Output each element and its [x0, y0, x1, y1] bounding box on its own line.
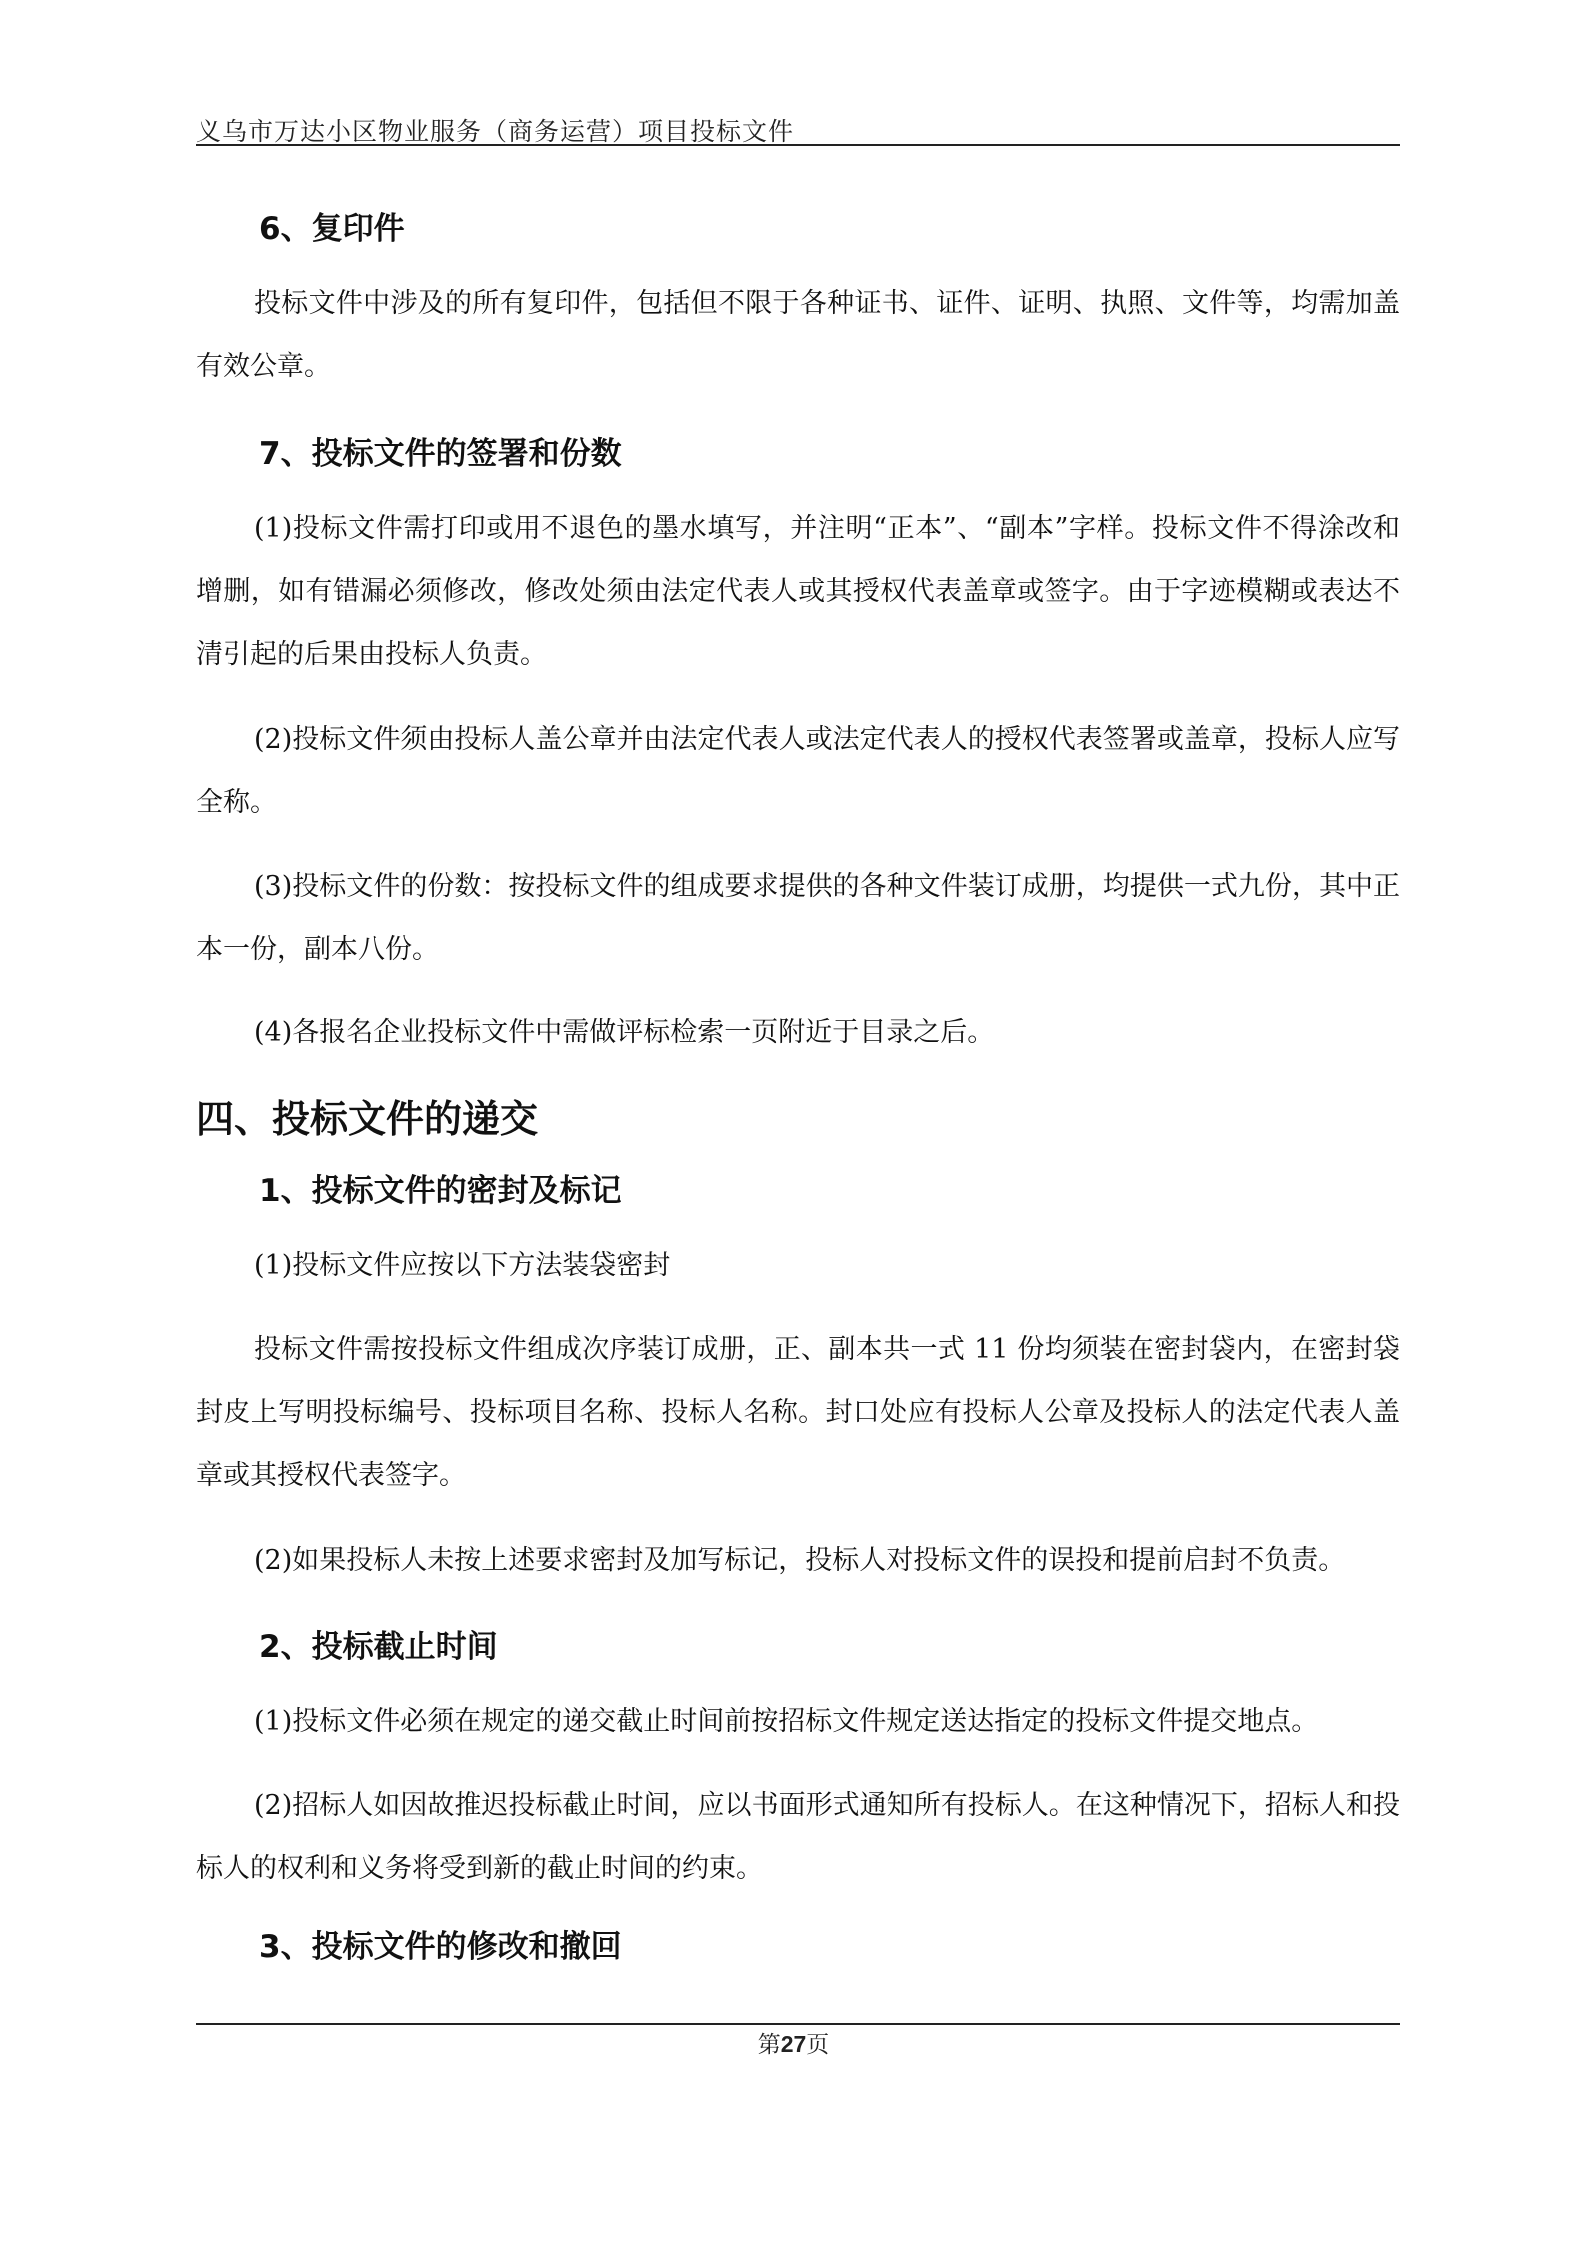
page-number-prefix: 第	[757, 2032, 781, 2058]
chapter-4-title: 四、投标文件的递交	[196, 1097, 539, 1141]
page-number-suffix: 页	[806, 2032, 830, 2058]
section-7-paragraph-4: (4)各报名企业投标文件中需做评标检索一页附近于目录之后。	[254, 1017, 995, 1048]
header-rule	[196, 144, 1400, 146]
section-6-title: 6、复印件	[259, 211, 405, 247]
header-title: 义乌市万达小区物业服务（商务运营）项目投标文件	[196, 117, 795, 146]
chapter-4-section-1-paragraph-2: 投标文件需按投标文件组成次序装订成册，正、副本共一式 11 份均须装在密封袋内，在密封袋封皮上写明投标编号、投标项目名称、投标人名称。封口处应有投标人公章及投标人的法定代表人盖章或其授权代表签字。	[196, 1334, 1400, 1491]
chapter-4-section-1-title: 1、投标文件的密封及标记	[259, 1173, 622, 1209]
chapter-4-section-3-title: 3、投标文件的修改和撤回	[259, 1929, 622, 1965]
page-number-value: 27	[780, 2031, 807, 2057]
section-7-title: 7、投标文件的签署和份数	[259, 436, 622, 472]
chapter-4-section-2-title: 2、投标截止时间	[259, 1629, 498, 1665]
section-7-paragraph-1: (1)投标文件需打印或用不退色的墨水填写，并注明“正本”、“副本”字样。投标文件不得涂改和增删，如有错漏必须修改，修改处须由法定代表人或其授权代表盖章或签字。由于字迹模糊或表达不清引起的后果由投标人负责。	[196, 513, 1400, 670]
section-7-paragraph-2: (2)投标文件须由投标人盖公章并由法定代表人或法定代表人的授权代表签署或盖章，投标人应写全称。	[196, 724, 1400, 818]
footer-rule	[196, 2023, 1400, 2025]
chapter-4-section-1-paragraph-1: (1)投标文件应按以下方法装袋密封	[254, 1250, 671, 1281]
chapter-4-section-2-paragraph-2: (2)招标人如因故推迟投标截止时间，应以书面形式通知所有投标人。在这种情况下，招标人和投标人的权利和义务将受到新的截止时间的约束。	[196, 1790, 1400, 1884]
section-6-paragraph-1: 投标文件中涉及的所有复印件，包括但不限于各种证书、证件、证明、执照、文件等，均需加盖有效公章。	[196, 288, 1400, 382]
chapter-4-section-1-paragraph-3: (2)如果投标人未按上述要求密封及加写标记，投标人对投标文件的误投和提前启封不负责。	[254, 1545, 1346, 1576]
page-number	[0, 2026, 1587, 2059]
chapter-4-section-2-paragraph-1: (1)投标文件必须在规定的递交截止时间前按招标文件规定送达指定的投标文件提交地点。	[254, 1706, 1319, 1737]
section-7-paragraph-3: (3)投标文件的份数：按投标文件的组成要求提供的各种文件装订成册，均提供一式九份，其中正本一份，副本八份。	[196, 871, 1400, 965]
